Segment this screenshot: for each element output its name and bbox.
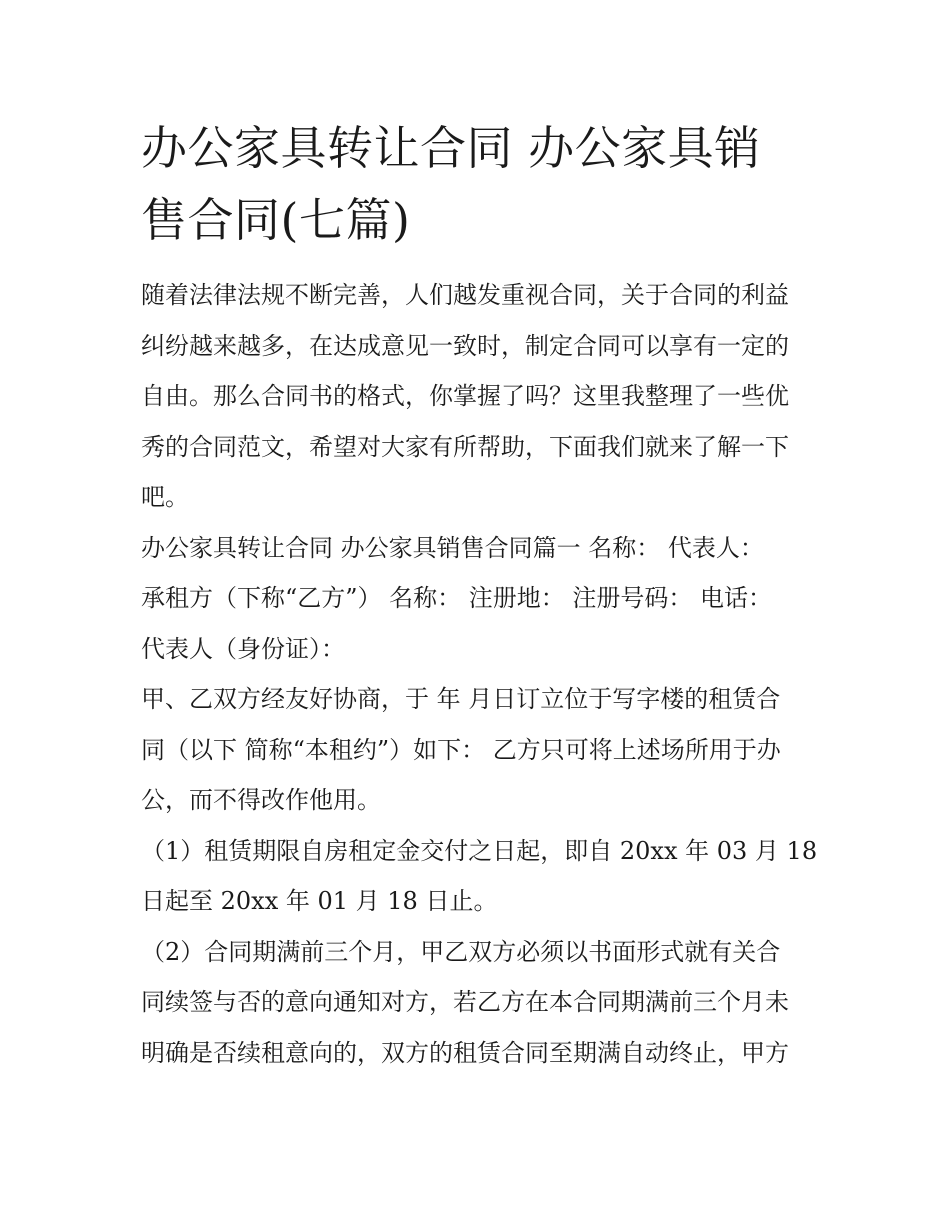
paragraph-line: 明确是否续租意向的，双方的租赁合同至期满自动终止，甲方: [141, 1038, 789, 1067]
document-content: [141, 112, 818, 1078]
paragraph-line: （1）租赁期限自房租定金交付之日起，即自 20xx 年 03 月 18: [141, 836, 818, 865]
title-line: 办公家具转让合同 办公家具销: [141, 121, 761, 175]
paragraph-line: 甲、乙双方经友好协商，于 年 月日订立位于写字楼的租赁合: [141, 685, 781, 713]
paragraph-line: 代表人（身份证）：: [141, 634, 345, 663]
document-body: [141, 270, 818, 1078]
paragraph-line: 吧。: [141, 483, 189, 511]
paragraph-line: 同（以下 简称“本租约”）如下： 乙方只可将上述场所用于办: [141, 735, 781, 764]
paragraph-line: 自由。那么合同书的格式，你掌握了吗？这里我整理了一些优: [141, 382, 789, 410]
paragraph-line: 承租方（下称“乙方”） 名称： 注册地： 注册号码： 电话：: [141, 584, 773, 612]
paragraph-line: 公，而不得改作他用。: [141, 786, 381, 814]
paragraph-line: 纠纷越来越多，在达成意见一致时，制定合同可以享有一定的: [141, 331, 789, 360]
paragraph-line: 随着法律法规不断完善，人们越发重视合同，关于合同的利益: [141, 281, 789, 309]
document-title: [141, 112, 811, 256]
paragraph-line: （2）合同期满前三个月，甲乙双方必须以书面形式就有关合: [141, 937, 781, 966]
paragraph-line: 办公家具转让合同 办公家具销售合同篇一 名称： 代表人：: [141, 533, 764, 562]
paragraph-line: 日起至 20xx 年 01 月 18 日止。: [141, 887, 498, 915]
paragraph-line: 秀的合同范文，希望对大家有所帮助，下面我们就来了解一下: [141, 432, 789, 461]
paragraph-line: 同续签与否的意向通知对方，若乙方在本合同期满前三个月未: [141, 988, 789, 1016]
title-line: 售合同(七篇): [141, 193, 411, 247]
